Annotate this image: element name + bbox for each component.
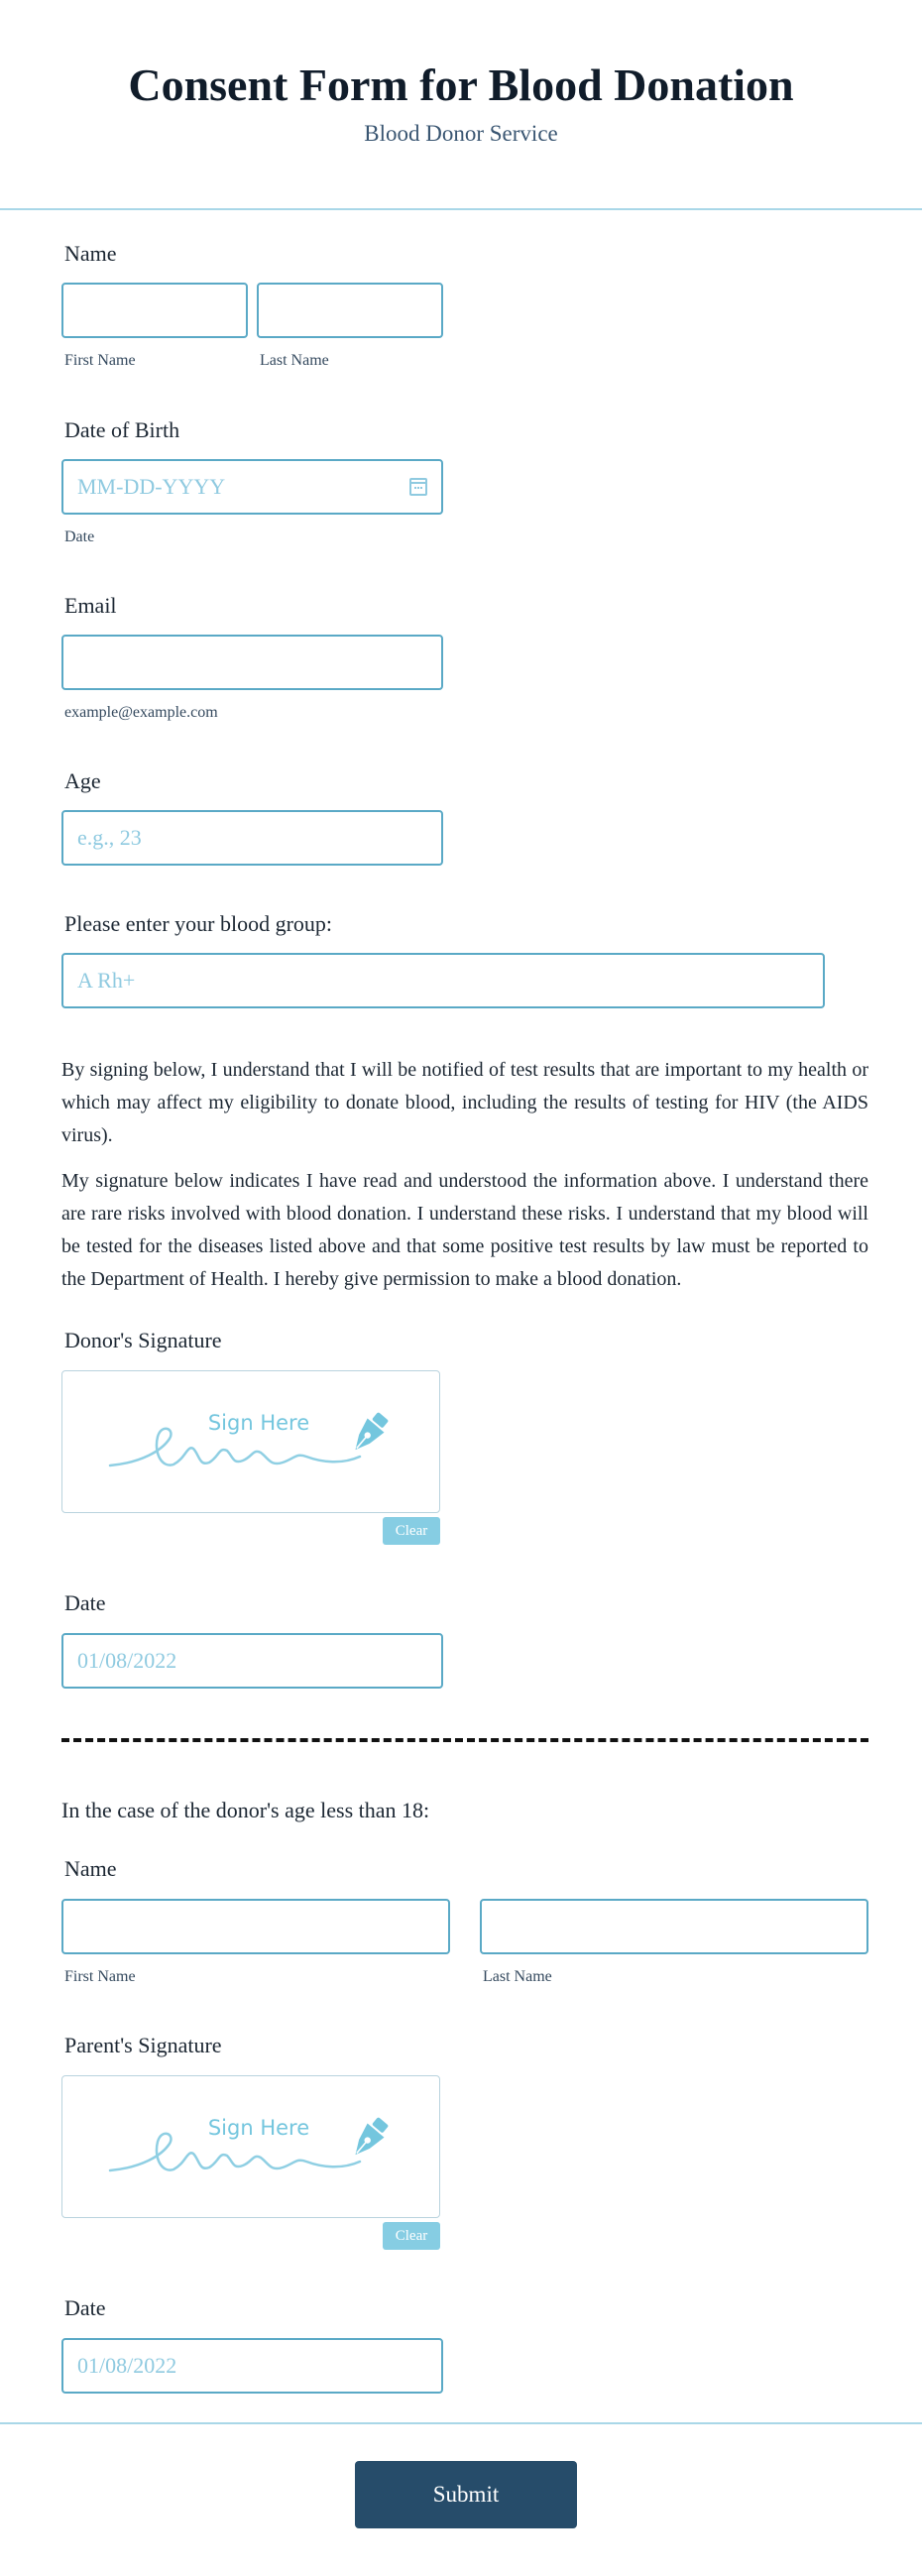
dob-label: Date of Birth [64, 417, 180, 442]
parent-signature-label: Parent's Signature [64, 2033, 222, 2057]
section-divider [61, 1738, 868, 1742]
sign-here-text: Sign Here [207, 2116, 310, 2140]
parent-name-label: Name [64, 1856, 117, 1881]
email-sublabel: example@example.com [64, 704, 218, 721]
parent-signature-clear-button[interactable]: Clear [383, 2222, 440, 2250]
parent-last-name-input[interactable] [480, 1899, 868, 1954]
blood-group-input[interactable] [61, 953, 825, 1008]
last-name-sublabel: Last Name [260, 352, 329, 369]
email-input[interactable] [61, 635, 443, 690]
parent-date-label: Date [64, 2295, 106, 2320]
donor-date-input[interactable] [61, 1633, 443, 1689]
consent-paragraph-2: My signature below indicates I have read and understood the information above. I understand there are rare risks involved with blood donation. I understand these risks. I understand that my blood will be tested for the diseases listed above and that some positive test results by law must be reported to the Department of Health. I hereby give permission to make a blood donation. [61, 1170, 868, 1290]
donor-signature-clear-button[interactable]: Clear [383, 1517, 440, 1545]
form-subtitle: Blood Donor Service [364, 121, 558, 146]
email-label: Email [64, 593, 117, 618]
donor-signature-pad[interactable] [61, 1370, 440, 1513]
first-name-sublabel: First Name [64, 352, 136, 369]
sign-here-text: Sign Here [207, 1411, 310, 1435]
blood-group-label: Please enter your blood group: [64, 911, 333, 936]
form-title: Consent Form for Blood Donation [128, 59, 794, 110]
parent-last-name-sublabel: Last Name [483, 1968, 552, 1985]
name-label: Name [64, 241, 117, 266]
parent-date-input[interactable] [61, 2338, 443, 2394]
footer-divider [0, 2422, 922, 2424]
minor-section-intro: In the case of the donor's age less than 18: [61, 1798, 430, 1822]
pen-nib-icon [344, 1409, 394, 1459]
parent-signature-pad[interactable] [61, 2075, 440, 2218]
age-label: Age [64, 768, 101, 793]
dob-input[interactable] [61, 459, 443, 515]
pen-nib-icon [344, 2114, 394, 2164]
donor-date-label: Date [64, 1590, 106, 1615]
age-input[interactable] [61, 810, 443, 866]
submit-button[interactable]: Submit [355, 2461, 577, 2528]
parent-first-name-sublabel: First Name [64, 1968, 136, 1985]
calendar-icon[interactable] [409, 478, 427, 496]
consent-paragraph-1: By signing below, I understand that I will be notified of test results that are important to my health or which may affect my eligibility to donate blood, including the results of testing for HIV (the AIDS virus). [61, 1059, 868, 1146]
dob-sublabel: Date [64, 528, 95, 545]
form-header [0, 0, 922, 210]
first-name-input[interactable] [61, 283, 248, 338]
parent-first-name-input[interactable] [61, 1899, 450, 1954]
donor-signature-label: Donor's Signature [64, 1328, 222, 1352]
last-name-input[interactable] [257, 283, 443, 338]
